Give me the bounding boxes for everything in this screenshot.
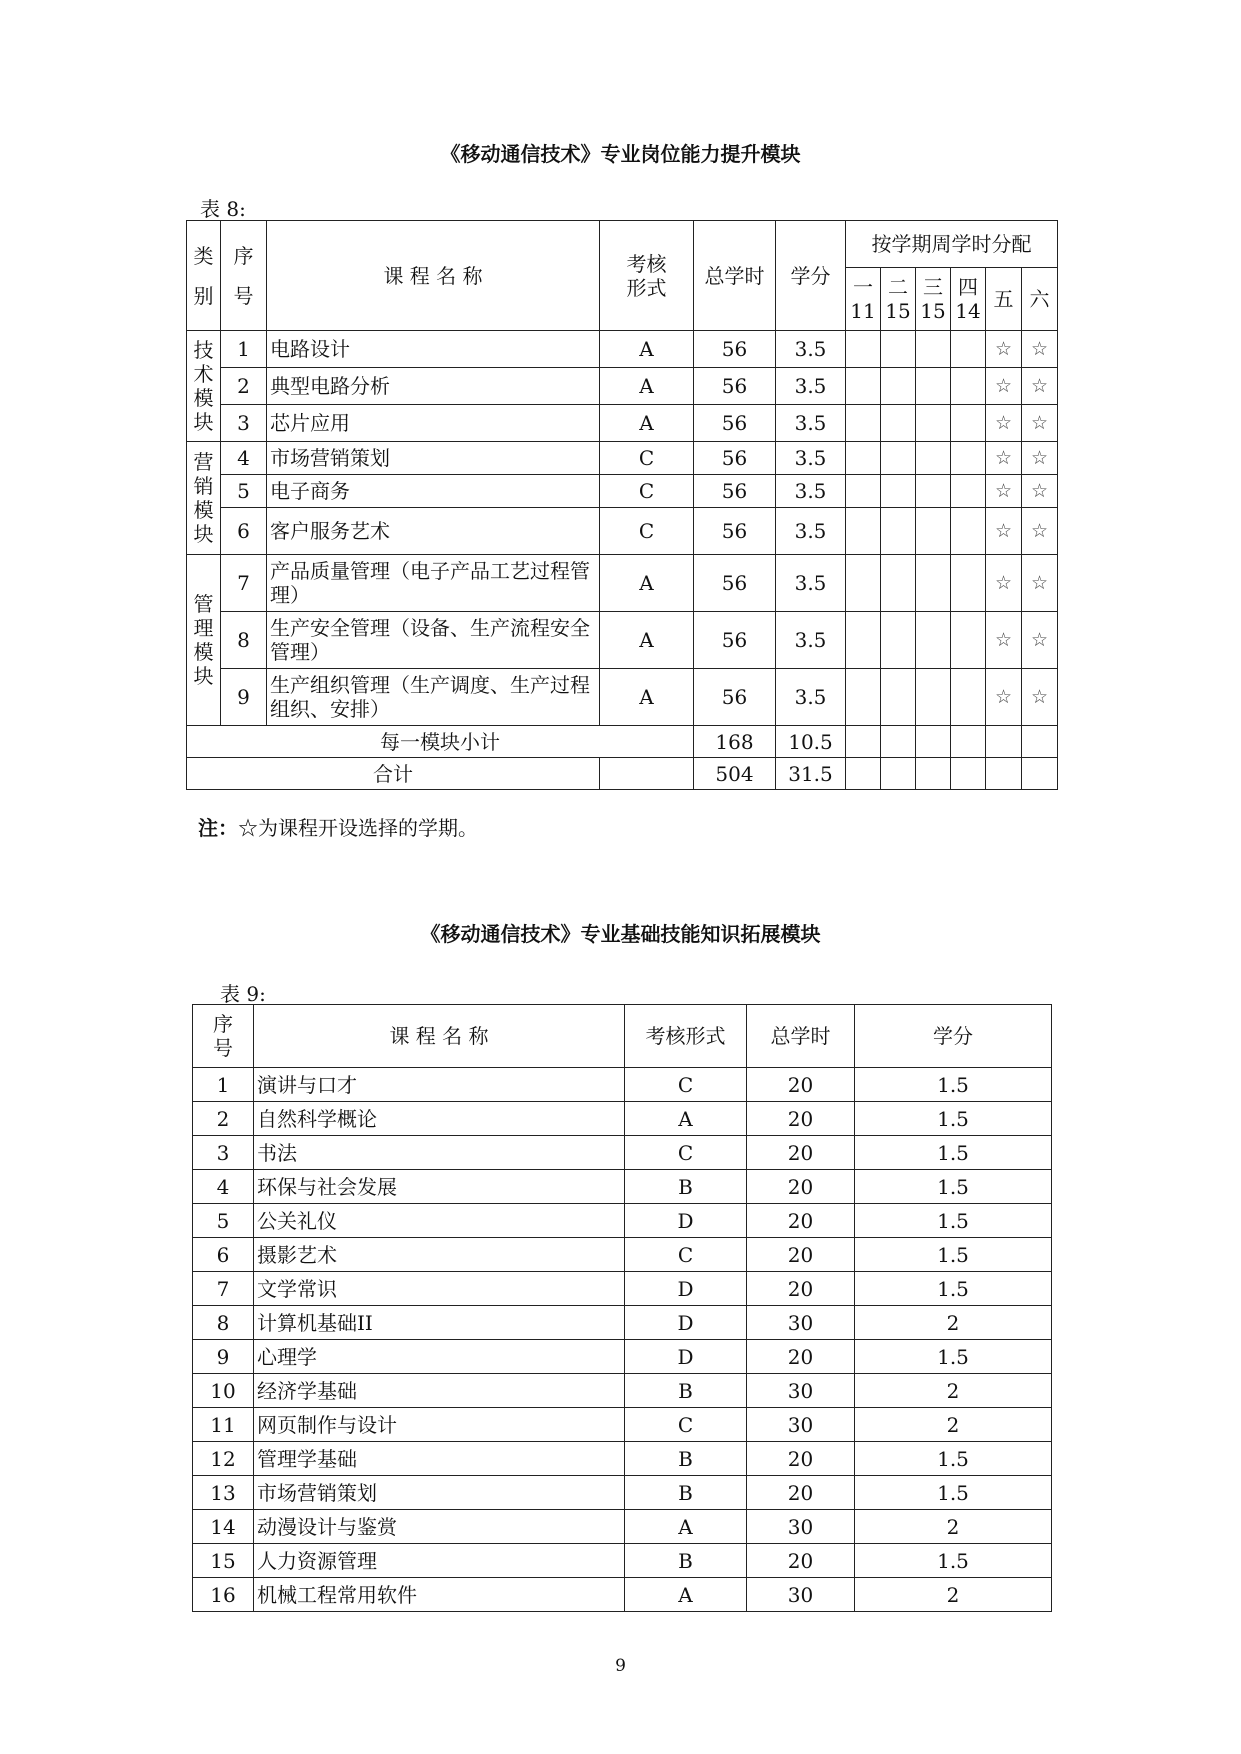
semester-5-cell: ☆ (986, 368, 1022, 405)
course-name-cell: 公关礼仪 (254, 1204, 625, 1238)
credits-cell: 1.5 (855, 1170, 1052, 1204)
table-row (193, 1170, 1052, 1204)
hours-cell: 56 (694, 612, 776, 669)
exam-cell: D (625, 1272, 747, 1306)
category-cell: 技术模块 (187, 331, 221, 442)
credits-cell: 3.5 (776, 508, 846, 555)
course-name-cell: 电子商务 (267, 475, 600, 508)
table-row (187, 612, 1058, 669)
semester-5-cell: ☆ (986, 442, 1022, 475)
credits-cell: 1.5 (855, 1544, 1052, 1578)
subtotal-row (187, 726, 1058, 758)
hours-cell: 20 (747, 1340, 855, 1374)
hours-cell: 56 (694, 669, 776, 726)
course-name-cell: 生产组织管理（生产调度、生产过程组织、安排） (267, 669, 600, 726)
hours-cell: 20 (747, 1476, 855, 1510)
table-row (193, 1272, 1052, 1306)
semester-6-cell: ☆ (1022, 612, 1058, 669)
course-name-cell: 人力资源管理 (254, 1544, 625, 1578)
note-label: 注： (198, 816, 238, 840)
table-row (187, 475, 1058, 508)
seq-cell: 15 (193, 1544, 254, 1578)
credits-cell: 2 (855, 1408, 1052, 1442)
hours-cell: 30 (747, 1306, 855, 1340)
table-row (193, 1102, 1052, 1136)
table-row (193, 1136, 1052, 1170)
credits-cell: 3.5 (776, 555, 846, 612)
exam-cell: C (600, 508, 694, 555)
hours-cell: 56 (694, 555, 776, 612)
table8-caption: 表 8: (200, 197, 246, 221)
hours-cell: 20 (747, 1204, 855, 1238)
table-row (187, 442, 1058, 475)
header-exam-form: 考核形式 (625, 1005, 747, 1068)
seq-cell: 8 (193, 1306, 254, 1340)
header-course-name: 课 程 名 称 (254, 1005, 625, 1068)
exam-cell: B (625, 1476, 747, 1510)
category-cell: 管理模块 (187, 555, 221, 726)
exam-cell: A (600, 331, 694, 368)
hours-cell: 20 (747, 1068, 855, 1102)
seq-cell: 7 (193, 1272, 254, 1306)
course-name-cell: 客户服务艺术 (267, 508, 600, 555)
header-total-hours: 总学时 (694, 221, 776, 331)
seq-cell: 3 (221, 405, 267, 442)
seq-cell: 1 (221, 331, 267, 368)
total-credits: 31.5 (776, 758, 846, 790)
seq-cell: 1 (193, 1068, 254, 1102)
course-name-cell: 文学常识 (254, 1272, 625, 1306)
seq-cell: 2 (221, 368, 267, 405)
header-exam-form: 考核形式 (600, 221, 694, 331)
course-name-cell: 经济学基础 (254, 1374, 625, 1408)
exam-cell: C (625, 1408, 747, 1442)
seq-cell: 10 (193, 1374, 254, 1408)
exam-cell: B (625, 1170, 747, 1204)
table8 (186, 220, 1058, 790)
course-name-cell: 管理学基础 (254, 1442, 625, 1476)
exam-cell: A (625, 1102, 747, 1136)
semester-6-cell: ☆ (1022, 368, 1058, 405)
table-row (193, 1374, 1052, 1408)
seq-cell: 2 (193, 1102, 254, 1136)
header-semester-1: 一 11 (846, 268, 881, 331)
credits-cell: 1.5 (855, 1136, 1052, 1170)
table-row (187, 669, 1058, 726)
hours-cell: 56 (694, 368, 776, 405)
exam-cell: C (600, 475, 694, 508)
course-name-cell: 环保与社会发展 (254, 1170, 625, 1204)
exam-cell: B (625, 1374, 747, 1408)
seq-cell: 14 (193, 1510, 254, 1544)
hours-cell: 30 (747, 1408, 855, 1442)
semester-5-cell: ☆ (986, 508, 1022, 555)
credits-cell: 1.5 (855, 1238, 1052, 1272)
subtotal-credits: 10.5 (776, 726, 846, 758)
credits-cell: 2 (855, 1578, 1052, 1612)
hours-cell: 20 (747, 1442, 855, 1476)
course-name-cell: 生产安全管理（设备、生产流程安全管理） (267, 612, 600, 669)
table-row (193, 1476, 1052, 1510)
table-row (193, 1544, 1052, 1578)
hours-cell: 20 (747, 1102, 855, 1136)
exam-cell: C (625, 1136, 747, 1170)
credits-cell: 1.5 (855, 1068, 1052, 1102)
credits-cell: 1.5 (855, 1204, 1052, 1238)
seq-cell: 4 (193, 1170, 254, 1204)
exam-cell: A (600, 555, 694, 612)
course-name-cell: 机械工程常用软件 (254, 1578, 625, 1612)
credits-cell: 3.5 (776, 331, 846, 368)
semester-5-cell: ☆ (986, 475, 1022, 508)
seq-cell: 16 (193, 1578, 254, 1612)
exam-cell: C (625, 1068, 747, 1102)
table-row (193, 1238, 1052, 1272)
credits-cell: 3.5 (776, 669, 846, 726)
semester-5-cell: ☆ (986, 405, 1022, 442)
header-course-name: 课 程 名 称 (267, 221, 600, 331)
semester-5-cell: ☆ (986, 612, 1022, 669)
note (198, 812, 478, 841)
header-semester-6: 六 (1022, 268, 1058, 331)
table-row (187, 368, 1058, 405)
subtotal-label: 每一模块小计 (187, 726, 694, 758)
semester-6-cell: ☆ (1022, 475, 1058, 508)
seq-cell: 13 (193, 1476, 254, 1510)
seq-cell: 4 (221, 442, 267, 475)
page-number: 9 (615, 1656, 626, 1676)
table-row (193, 1510, 1052, 1544)
exam-cell: B (625, 1442, 747, 1476)
category-cell: 营销模块 (187, 442, 221, 555)
table-row (193, 1306, 1052, 1340)
credits-cell: 3.5 (776, 405, 846, 442)
credits-cell: 2 (855, 1374, 1052, 1408)
hours-cell: 20 (747, 1170, 855, 1204)
seq-cell: 3 (193, 1136, 254, 1170)
hours-cell: 30 (747, 1578, 855, 1612)
header-semester-3: 三 15 (916, 268, 951, 331)
exam-cell: A (600, 669, 694, 726)
course-name-cell: 芯片应用 (267, 405, 600, 442)
hours-cell: 56 (694, 442, 776, 475)
header-seq: 序 号 (221, 221, 267, 331)
exam-cell: A (600, 405, 694, 442)
credits-cell: 1.5 (855, 1272, 1052, 1306)
course-name-cell: 计算机基础II (254, 1306, 625, 1340)
total-label: 合计 (187, 758, 600, 790)
exam-cell: A (600, 612, 694, 669)
table-row (193, 1068, 1052, 1102)
exam-cell: A (625, 1578, 747, 1612)
hours-cell: 20 (747, 1238, 855, 1272)
table-row (187, 405, 1058, 442)
exam-cell: D (625, 1204, 747, 1238)
course-name-cell: 自然科学概论 (254, 1102, 625, 1136)
header-semester-4: 四 14 (951, 268, 986, 331)
hours-cell: 56 (694, 405, 776, 442)
credits-cell: 3.5 (776, 442, 846, 475)
seq-cell: 6 (193, 1238, 254, 1272)
seq-cell: 5 (193, 1204, 254, 1238)
header-total-hours: 总学时 (747, 1005, 855, 1068)
subtotal-hours: 168 (694, 726, 776, 758)
hours-cell: 20 (747, 1136, 855, 1170)
course-name-cell: 电路设计 (267, 331, 600, 368)
seq-cell: 12 (193, 1442, 254, 1476)
seq-cell: 11 (193, 1408, 254, 1442)
seq-cell: 7 (221, 555, 267, 612)
course-name-cell: 摄影艺术 (254, 1238, 625, 1272)
total-row (187, 758, 1058, 790)
exam-cell: D (625, 1306, 747, 1340)
credits-cell: 2 (855, 1510, 1052, 1544)
seq-cell: 9 (221, 669, 267, 726)
semester-6-cell: ☆ (1022, 669, 1058, 726)
table-row (193, 1204, 1052, 1238)
table-row (187, 331, 1058, 368)
note-text: ☆为课程开设选择的学期。 (238, 816, 478, 840)
semester-5-cell: ☆ (986, 331, 1022, 368)
table8-title: 《移动通信技术》专业岗位能力提升模块 (440, 142, 801, 166)
table-row (193, 1578, 1052, 1612)
hours-cell: 30 (747, 1374, 855, 1408)
course-name-cell: 演讲与口才 (254, 1068, 625, 1102)
course-name-cell: 市场营销策划 (254, 1476, 625, 1510)
exam-cell: A (600, 368, 694, 405)
exam-cell: C (600, 442, 694, 475)
table9 (192, 1004, 1052, 1612)
exam-cell: D (625, 1340, 747, 1374)
semester-6-cell: ☆ (1022, 555, 1058, 612)
course-name-cell: 网页制作与设计 (254, 1408, 625, 1442)
exam-cell: A (625, 1510, 747, 1544)
seq-cell: 5 (221, 475, 267, 508)
course-name-cell: 动漫设计与鉴赏 (254, 1510, 625, 1544)
semester-6-cell: ☆ (1022, 508, 1058, 555)
header-semester-2: 二 15 (881, 268, 916, 331)
semester-6-cell: ☆ (1022, 442, 1058, 475)
exam-cell: C (625, 1238, 747, 1272)
seq-cell: 6 (221, 508, 267, 555)
hours-cell: 20 (747, 1544, 855, 1578)
total-hours: 504 (694, 758, 776, 790)
header-credits: 学分 (855, 1005, 1052, 1068)
hours-cell: 30 (747, 1510, 855, 1544)
credits-cell: 1.5 (855, 1340, 1052, 1374)
credits-cell: 3.5 (776, 612, 846, 669)
course-name-cell: 产品质量管理（电子产品工艺过程管理） (267, 555, 600, 612)
table-row (187, 508, 1058, 555)
semester-5-cell: ☆ (986, 555, 1022, 612)
credits-cell: 1.5 (855, 1102, 1052, 1136)
header-credits: 学分 (776, 221, 846, 331)
header-semester-5: 五 (986, 268, 1022, 331)
header-semester-group: 按学期周学时分配 (846, 221, 1058, 268)
table9-title: 《移动通信技术》专业基础技能知识拓展模块 (420, 922, 821, 946)
hours-cell: 20 (747, 1272, 855, 1306)
credits-cell: 3.5 (776, 368, 846, 405)
credits-cell: 3.5 (776, 475, 846, 508)
credits-cell: 1.5 (855, 1476, 1052, 1510)
hours-cell: 56 (694, 475, 776, 508)
semester-6-cell: ☆ (1022, 405, 1058, 442)
seq-cell: 9 (193, 1340, 254, 1374)
table9-caption: 表 9: (220, 982, 266, 1006)
course-name-cell: 典型电路分析 (267, 368, 600, 405)
hours-cell: 56 (694, 508, 776, 555)
seq-cell: 8 (221, 612, 267, 669)
exam-cell: B (625, 1544, 747, 1578)
credits-cell: 1.5 (855, 1442, 1052, 1476)
table-row (193, 1408, 1052, 1442)
table-row (187, 555, 1058, 612)
table-row (193, 1340, 1052, 1374)
semester-5-cell: ☆ (986, 669, 1022, 726)
table-row (193, 1442, 1052, 1476)
course-name-cell: 市场营销策划 (267, 442, 600, 475)
header-category: 类 别 (187, 221, 221, 331)
course-name-cell: 心理学 (254, 1340, 625, 1374)
credits-cell: 2 (855, 1306, 1052, 1340)
course-name-cell: 书法 (254, 1136, 625, 1170)
semester-6-cell: ☆ (1022, 331, 1058, 368)
header-seq: 序 号 (193, 1005, 254, 1068)
hours-cell: 56 (694, 331, 776, 368)
